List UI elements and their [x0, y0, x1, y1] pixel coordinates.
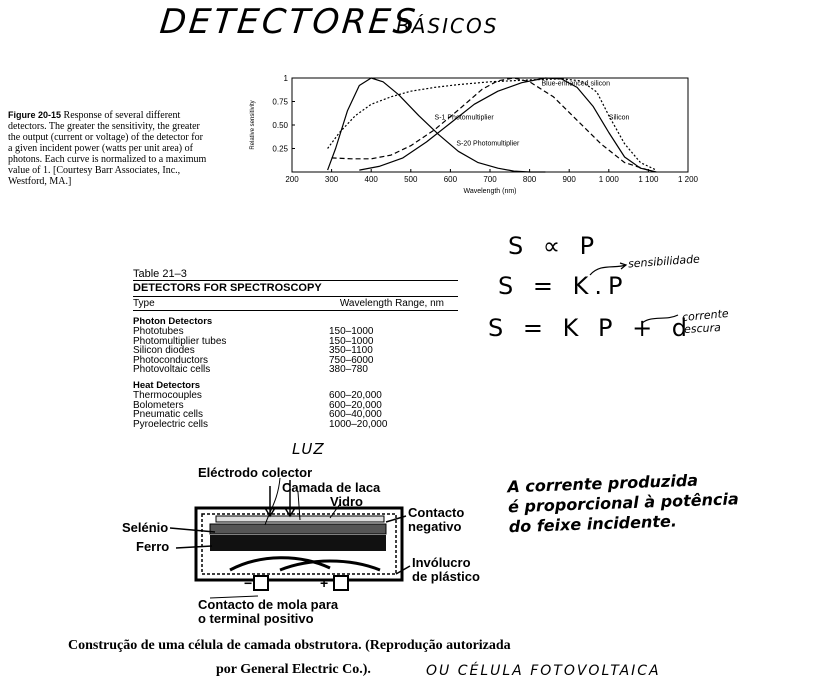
x-tick-label: 900	[562, 175, 576, 184]
table-cell-range: 150–1000	[329, 335, 374, 347]
label-camada: Camada de laca	[282, 480, 381, 495]
formula-dark-current: S = K P + d	[488, 314, 694, 342]
figure-caption-label: Figure 20-15	[8, 110, 62, 120]
note-escura: escura	[683, 321, 722, 336]
table-cell-range: 350–1100	[329, 345, 373, 357]
x-tick-label: 800	[522, 175, 537, 184]
series-line	[359, 78, 656, 172]
y-tick-label: 0.25	[272, 144, 288, 154]
formula-linear: S = K.P	[498, 272, 629, 300]
x-tick-label: 1 000	[598, 175, 619, 184]
table-group-heading: Heat Detectors	[133, 379, 201, 391]
table-cell-type: Pneumatic cells	[133, 409, 204, 421]
table-cell-type: Bolometers	[133, 399, 184, 411]
series-line	[328, 78, 546, 172]
x-tick-label: 500	[404, 175, 418, 184]
table-title: DETECTORS FOR SPECTROSCOPY	[133, 280, 458, 294]
table-row	[133, 420, 458, 430]
table-cell-type: Photoconductors	[133, 354, 209, 366]
series-annotation: S-1 Photomultiplier	[434, 114, 494, 122]
page-subtitle: BÁSICOS	[396, 14, 499, 38]
footer-caption-line-2: por General Electric Co.).	[216, 662, 371, 677]
table-cell-type: Silicon diodes	[133, 345, 195, 357]
table-number: Table 21–3	[133, 268, 187, 280]
x-tick-label: 600	[443, 175, 458, 184]
minus-sign: −	[244, 575, 253, 591]
handwritten-note-line-1: A corrente produzida	[507, 470, 699, 497]
label-contacto-negativo-line-1: Contacto	[408, 505, 465, 520]
table-cell-range: 150–1000	[329, 326, 374, 337]
note-corrente: corrente	[681, 306, 730, 325]
table-header	[133, 296, 458, 311]
table-col-range: Wavelength Range, nm	[339, 298, 444, 309]
table-cell-type: Photomultiplier tubes	[133, 335, 227, 347]
label-contacto-negativo-line-2: negativo	[408, 519, 462, 534]
table-cell-range: 1000–20,000	[329, 418, 388, 430]
handwritten-note	[507, 467, 814, 538]
y-tick-label: 0.75	[272, 97, 288, 107]
table-cell-range: 750–6000	[329, 354, 374, 366]
handwritten-note-line-2: é proporcional à potência	[507, 489, 740, 517]
table-col-type: Type	[133, 298, 155, 309]
footer-handwritten: OU CÉLULA FOTOVOLTAICA	[426, 663, 661, 679]
footer-caption-line-1: Construção de uma célula de camada obstrutora. (Reprodução autorizada	[68, 638, 511, 653]
x-tick-label: 300	[324, 175, 339, 184]
chart-text	[250, 74, 699, 195]
series-annotation: Silicon	[608, 114, 630, 122]
plus-sign: +	[320, 575, 329, 591]
x-tick-label: 1 100	[638, 175, 659, 184]
y-axis-label: Relative sensitivity	[250, 100, 256, 150]
label-involucro-line-1: Invólucro	[412, 555, 471, 570]
label-ferro: Ferro	[136, 539, 170, 554]
table-cell-range: 600–20,000	[329, 389, 382, 401]
table-cell-range: 380–780	[329, 364, 368, 376]
x-tick-label: 700	[483, 175, 497, 184]
label-electrodo: Eléctrodo colector	[198, 465, 313, 480]
table-cell-range: 600–40,000	[329, 409, 382, 421]
table-cell-type: Thermocouples	[133, 389, 202, 401]
chart-axes	[292, 78, 688, 172]
label-selenio: Selénio	[122, 520, 169, 535]
series-annotation: Blue-enhanced silicon	[541, 80, 610, 88]
table-cell-range: 600–20,000	[329, 399, 382, 411]
diagram-leader-lines	[170, 470, 415, 600]
table-row	[133, 365, 458, 375]
label-contacto-mola	[198, 598, 338, 626]
figure-caption-text: Response of several different detectors. The greater the sensitivity, the greater the output (current or voltage) of the detector for a given incident power (watts per unit area) of photons. Each curve is normalized to a maximum value of 1. [Courtesy Barr Associates, Inc., Westford, MA.]	[8, 110, 207, 187]
formula-arrows	[580, 255, 690, 335]
detectors-table	[133, 268, 458, 429]
label-contacto-mola-line-1: Contacto de mola para	[198, 597, 339, 612]
series-line	[328, 79, 657, 170]
x-axis-label: Wavelength (nm)	[463, 188, 517, 195]
y-tick-label: 0.50	[272, 121, 288, 130]
handwritten-note-line-3: do feixe incidente.	[508, 511, 678, 537]
chart-series	[328, 78, 657, 172]
label-vidro: Vidro	[330, 494, 363, 509]
note-sensibilidade: sensibilidade	[627, 252, 701, 271]
chart-frame	[292, 78, 688, 172]
formula-proportional: S ∝ P	[508, 232, 601, 260]
series-annotation: S-20 Photomultiplier	[456, 140, 520, 148]
label-contacto-negativo	[408, 506, 464, 534]
table-group-heading: Photon Detectors	[133, 316, 213, 327]
series-line	[332, 78, 649, 170]
figure-caption	[8, 110, 208, 187]
sensitivity-chart	[240, 70, 700, 200]
page-title: DETECTORES	[157, 2, 420, 42]
label-involucro-line-2: de plástico	[412, 569, 480, 584]
table-cell-type: Phototubes	[133, 326, 184, 337]
label-luz: LUZ	[292, 440, 325, 458]
table-cell-type: Photovoltaic cells	[133, 364, 211, 376]
x-tick-label: 400	[364, 175, 378, 184]
y-tick-label: 1	[283, 74, 288, 83]
x-tick-label: 200	[285, 175, 299, 184]
label-contacto-mola-line-2: o terminal positivo	[198, 611, 314, 626]
x-tick-label: 1 200	[677, 175, 699, 184]
label-involucro	[412, 556, 480, 584]
table-cell-type: Pyroelectric cells	[133, 418, 209, 430]
table-body	[133, 316, 458, 429]
